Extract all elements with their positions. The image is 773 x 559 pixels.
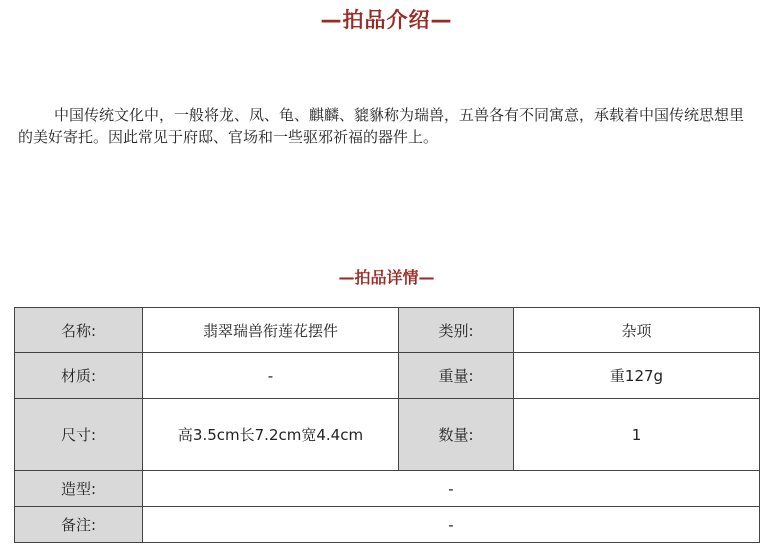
quantity-label: 数量: xyxy=(399,399,514,471)
details-table xyxy=(14,307,760,543)
name-label: 名称: xyxy=(15,308,143,353)
size-value: 高3.5cm长7.2cm宽4.4cm xyxy=(143,399,399,471)
material-label: 材质: xyxy=(15,353,143,399)
weight-value: 重127g xyxy=(514,353,760,399)
name-value: 翡翠瑞兽衔莲花摆件 xyxy=(143,308,399,353)
details-title: —拍品详情— xyxy=(338,268,435,287)
category-value: 杂项 xyxy=(514,308,760,353)
table-row-name xyxy=(15,308,760,353)
shape-label: 造型: xyxy=(15,471,143,507)
intro-paragraph: 中国传统文化中，一般将龙、凤、龟、麒麟、貔貅称为瑞兽，五兽各有不同寓意，承载着中国传统思想里的美好寄托。因此常见于府邸、官场和一些驱邪祈福的器件上。 xyxy=(18,106,745,146)
intro-title: —拍品介绍— xyxy=(320,8,453,32)
size-label: 尺寸: xyxy=(15,399,143,471)
table-row-size xyxy=(15,399,760,471)
quantity-value: 1 xyxy=(514,399,760,471)
weight-label: 重量: xyxy=(399,353,514,399)
remarks-label: 备注: xyxy=(15,507,143,543)
shape-value: - xyxy=(143,471,760,507)
table-row-remarks xyxy=(15,507,760,543)
material-value: - xyxy=(143,353,399,399)
table-row-material xyxy=(15,353,760,399)
remarks-value: - xyxy=(143,507,760,543)
table-row-shape xyxy=(15,471,760,507)
category-label: 类别: xyxy=(399,308,514,353)
